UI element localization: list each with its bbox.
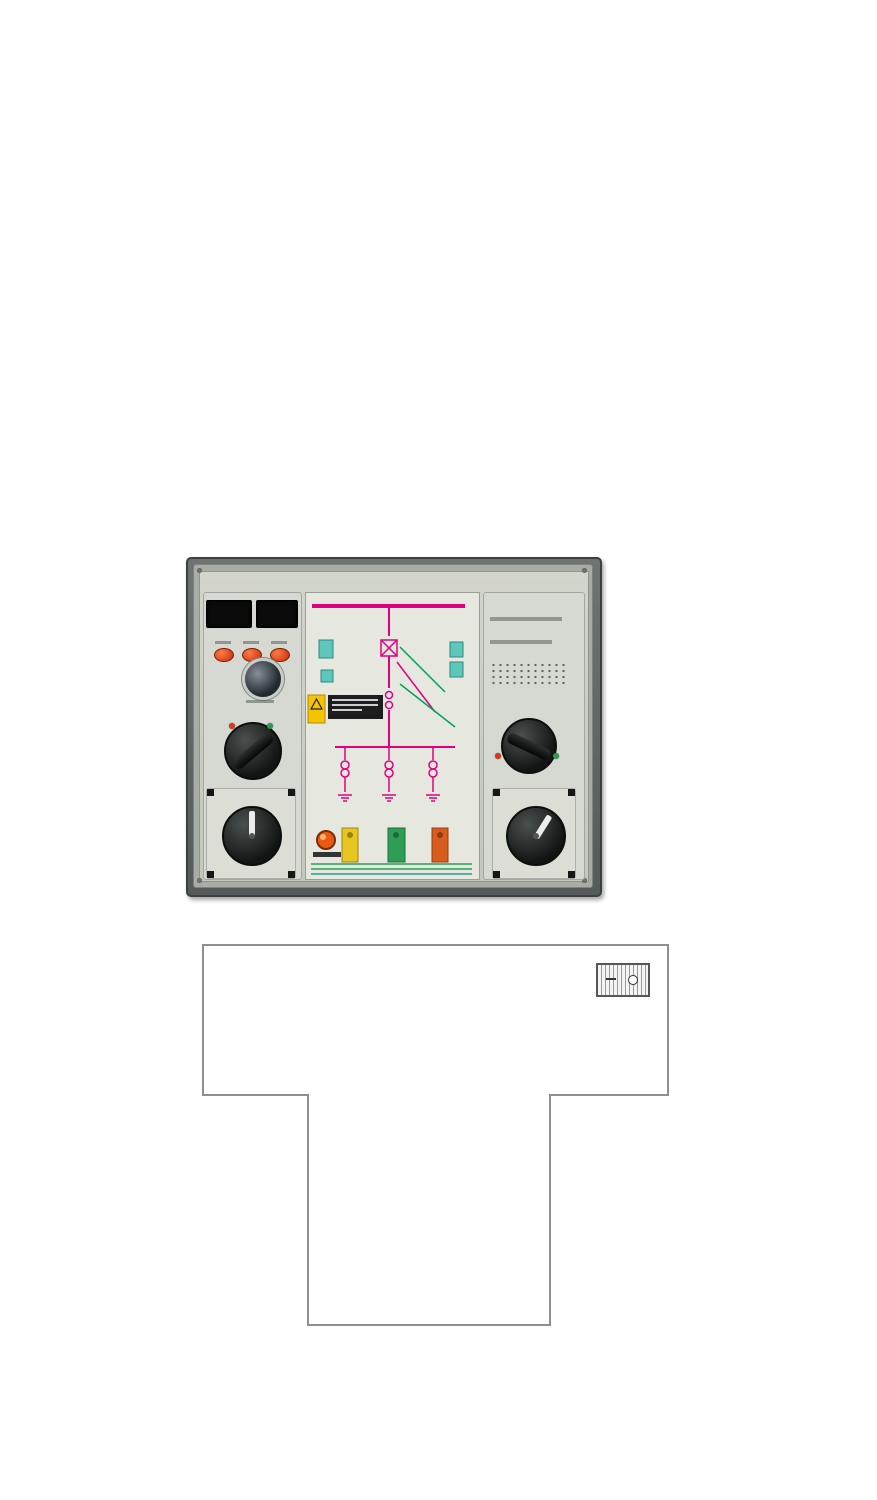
remote-local-knob <box>222 806 282 866</box>
breaker-close-led <box>267 723 273 729</box>
notch <box>207 871 214 878</box>
test-position-led <box>495 753 501 759</box>
humidity-display <box>256 600 298 628</box>
wiring-outline <box>203 945 668 1325</box>
button-label-strip <box>271 641 287 644</box>
notch <box>207 789 214 796</box>
self-test-lamp <box>317 831 335 849</box>
breaker-open-led <box>229 723 235 729</box>
mimic-diagram <box>305 592 478 878</box>
energy-storage-knob <box>501 718 557 774</box>
knob-screw <box>249 833 255 839</box>
screw-icon <box>197 568 202 573</box>
temperature-display <box>206 600 252 628</box>
notch <box>568 789 575 796</box>
power-switch-icon <box>596 963 650 997</box>
info-sticker <box>328 695 383 719</box>
knob-handle <box>231 732 275 771</box>
speaker-grille <box>490 662 568 688</box>
sensor-label-strip <box>246 700 274 703</box>
open-close-switch <box>492 788 576 879</box>
screw-icon <box>582 568 587 573</box>
knob-handle <box>506 732 552 761</box>
lock-indicator <box>321 670 333 682</box>
work-position-led <box>553 753 559 759</box>
knob-screw <box>533 833 539 839</box>
button-label-strip <box>215 641 231 644</box>
notch <box>288 871 295 878</box>
function-set-button <box>214 648 234 662</box>
notch <box>568 871 575 878</box>
human-sensor-probe <box>242 658 284 700</box>
led-caption-strip <box>490 617 562 621</box>
switch-dash <box>606 978 616 980</box>
notch <box>288 789 295 796</box>
cabinet-light-knob <box>224 722 282 780</box>
uncharged-indicator <box>450 662 463 677</box>
remote-local-switch <box>206 788 296 879</box>
unlock-indicator <box>319 640 333 658</box>
charged-indicator <box>450 642 463 657</box>
button-label-strip <box>243 641 259 644</box>
led-caption-strip <box>490 640 552 644</box>
open-close-knob <box>506 806 566 866</box>
switch-circle <box>628 975 638 985</box>
notch <box>493 789 500 796</box>
notch <box>493 871 500 878</box>
screw-icon <box>197 878 202 883</box>
